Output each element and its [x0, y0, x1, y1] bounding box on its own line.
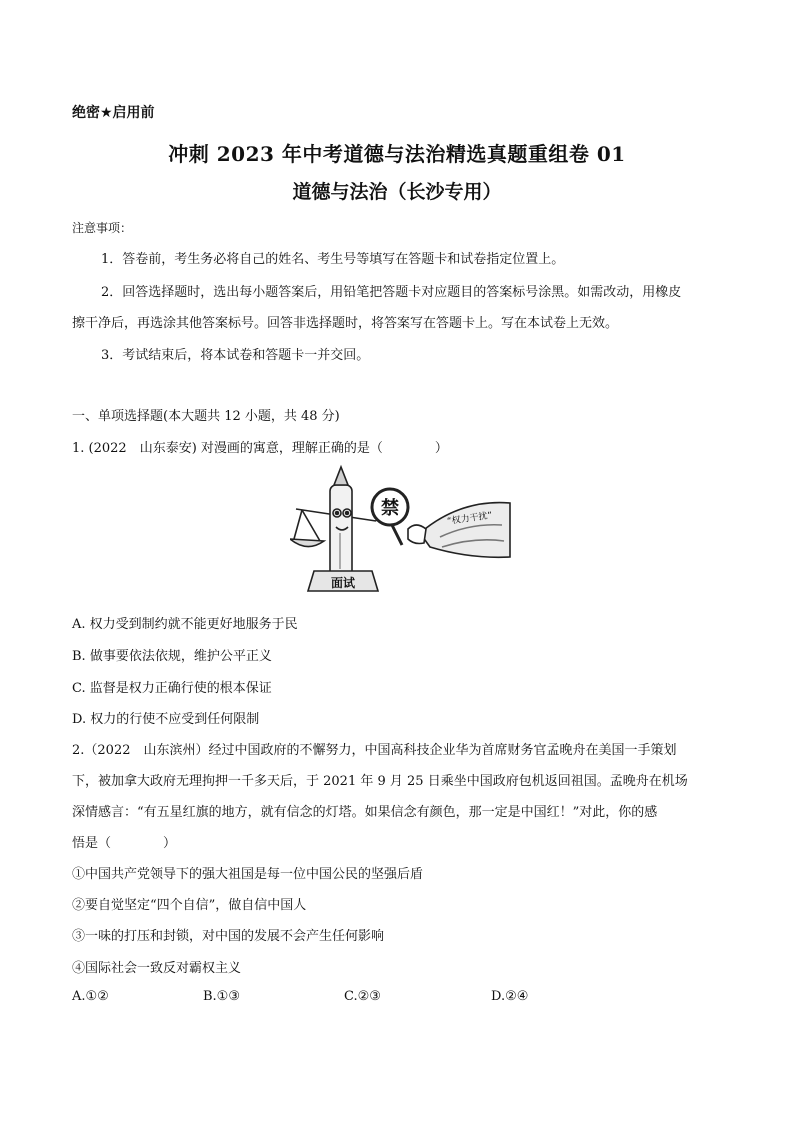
q1-option-b: B. 做事要依法依规，维护公平正义 [72, 649, 272, 664]
question-2-stem-line-3: 深情感言：“有五星红旗的地方，就有信念的灯塔。如果信念有颜色，那一定是中国红！”对此，你的感 [72, 805, 658, 820]
q2-choice-a: A.①② [72, 989, 109, 1004]
q1-option-a: A. 权力受到制约就不能更好地服务于民 [72, 617, 298, 632]
banner-label: “权力干扰” [446, 510, 493, 528]
q2-statement-4: ④国际社会一致反对霸权主义 [72, 961, 242, 976]
q2-choice-c: C.②③ [344, 989, 381, 1004]
notice-label: 注意事项： [72, 221, 133, 235]
q2-statement-3: ③一味的打压和封锁，对中国的发展不会产生任何影响 [72, 929, 385, 944]
q1-option-c: C. 监督是权力正确行使的根本保证 [72, 681, 272, 696]
cartoon-image [290, 463, 512, 599]
figure-icon [330, 467, 352, 577]
notice-item-2: 2．回答选择题时，选出每小题答案后，用铅笔把答题卡对应题目的答案标号涂黑。如需改动，用橡皮 [101, 285, 682, 300]
q2-statement-1: ①中国共产党领导下的强大祖国是每一位中国公民的坚强后盾 [72, 867, 424, 882]
q1-option-d: D. 权力的行使不应受到任何限制 [72, 712, 260, 727]
section-heading: 一、单项选择题(本大题共 12 小题，共 48 分) [72, 409, 340, 424]
interference-arm-icon [408, 503, 510, 558]
question-1-stem: 1. (2022 山东泰安) 对漫画的寓意，理解正确的是（ ） [72, 441, 448, 456]
page-subtitle: 道德与法治（长沙专用） [292, 181, 502, 203]
notice-item-1: 1．答卷前，考生务必将自己的姓名、考生号等填写在答题卡和试卷指定位置上。 [101, 252, 565, 267]
notice-item-2-continued: 擦干净后，再选涂其他答案标号。回答非选择题时，将答案写在答题卡上。写在本试卷上无效。 [72, 316, 619, 331]
notice-item-3: 3．考试结束后，将本试卷和答题卡一并交回。 [101, 348, 370, 363]
q2-statement-2: ②要自觉坚定“四个自信”，做自信中国人 [72, 898, 307, 913]
question-2-stem-line-1: 2.（2022 山东滨州）经过中国政府的不懈努力，中国高科技企业华为首席财务官孟晚舟在美国一手策划 [72, 743, 677, 758]
base-label: 面试 [330, 576, 356, 590]
page-title: 冲刺 2023 年中考道德与法治精选真题重组卷 01 [168, 142, 626, 166]
confidential-label: 绝密★启用前 [72, 105, 155, 121]
question-2-stem-line-2: 下，被加拿大政府无理拘押一千多天后，于 2021 年 9 月 25 日乘坐中国政府包机返回祖国。孟晚舟在机场 [72, 774, 688, 789]
question-2-stem-line-4: 悟是（ ） [72, 836, 177, 851]
prohibition-sign-icon [372, 489, 408, 545]
sign-label: 禁 [381, 498, 399, 519]
base-plate [308, 571, 378, 591]
q2-choice-d: D.②④ [491, 989, 529, 1004]
q2-choice-b: B.①③ [203, 989, 240, 1004]
